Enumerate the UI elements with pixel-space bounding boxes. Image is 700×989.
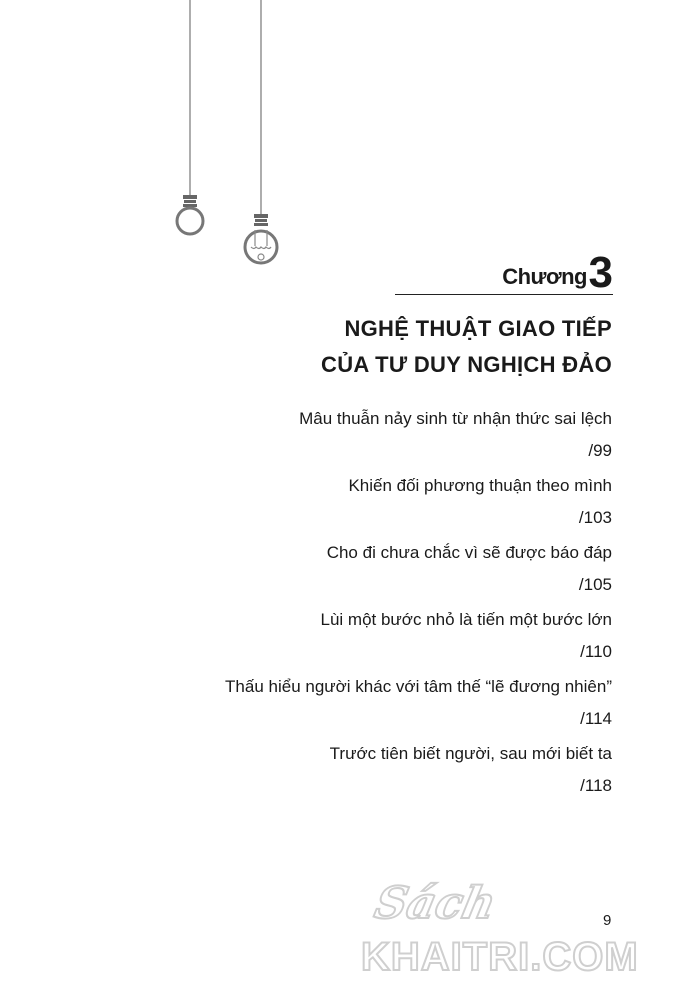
toc-item	[152, 604, 612, 671]
hanging-lightbulbs-illustration	[0, 0, 700, 280]
toc-item-page: /114	[580, 709, 612, 728]
toc-item-title: Thấu hiểu người khác với tâm thế “lẽ đương nhiên”	[225, 677, 612, 696]
toc-item	[152, 671, 612, 738]
toc-item-page: /110	[580, 642, 612, 661]
toc-item-title: Mâu thuẫn nảy sinh từ nhận thức sai lệch	[299, 409, 612, 428]
watermark-logo	[355, 860, 695, 980]
chapter-title	[321, 311, 612, 383]
toc-item-title: Khiến đối phương thuận theo mình	[348, 476, 612, 495]
chapter-heading	[395, 248, 613, 295]
watermark-script: Sách	[370, 877, 501, 929]
page-number: 9	[603, 912, 612, 929]
table-of-contents	[152, 403, 612, 805]
toc-item	[152, 738, 612, 805]
toc-item-title: Cho đi chưa chắc vì sẽ được báo đáp	[326, 543, 612, 562]
toc-item	[152, 537, 612, 604]
toc-item-title: Trước tiên biết người, sau mới biết ta	[329, 744, 612, 763]
toc-item-page: /105	[578, 575, 612, 594]
toc-item	[152, 470, 612, 537]
lightbulb-icon	[245, 0, 277, 263]
toc-item-page: /103	[578, 508, 612, 527]
toc-item-title: Lùi một bước nhỏ là tiến một bước lớn	[320, 610, 612, 629]
toc-item-page: /99	[588, 441, 612, 460]
chapter-number: 3	[588, 248, 613, 297]
chapter-title-line: CỦA TƯ DUY NGHỊCH ĐẢO	[321, 352, 612, 377]
watermark-brand: KHAITRI.COM	[361, 935, 639, 979]
lightbulb-icon	[177, 0, 203, 234]
toc-item-page: /118	[580, 776, 612, 795]
chapter-label: Chương	[502, 264, 587, 289]
toc-item	[152, 403, 612, 470]
chapter-title-line: NGHỆ THUẬT GIAO TIẾP	[344, 316, 612, 341]
